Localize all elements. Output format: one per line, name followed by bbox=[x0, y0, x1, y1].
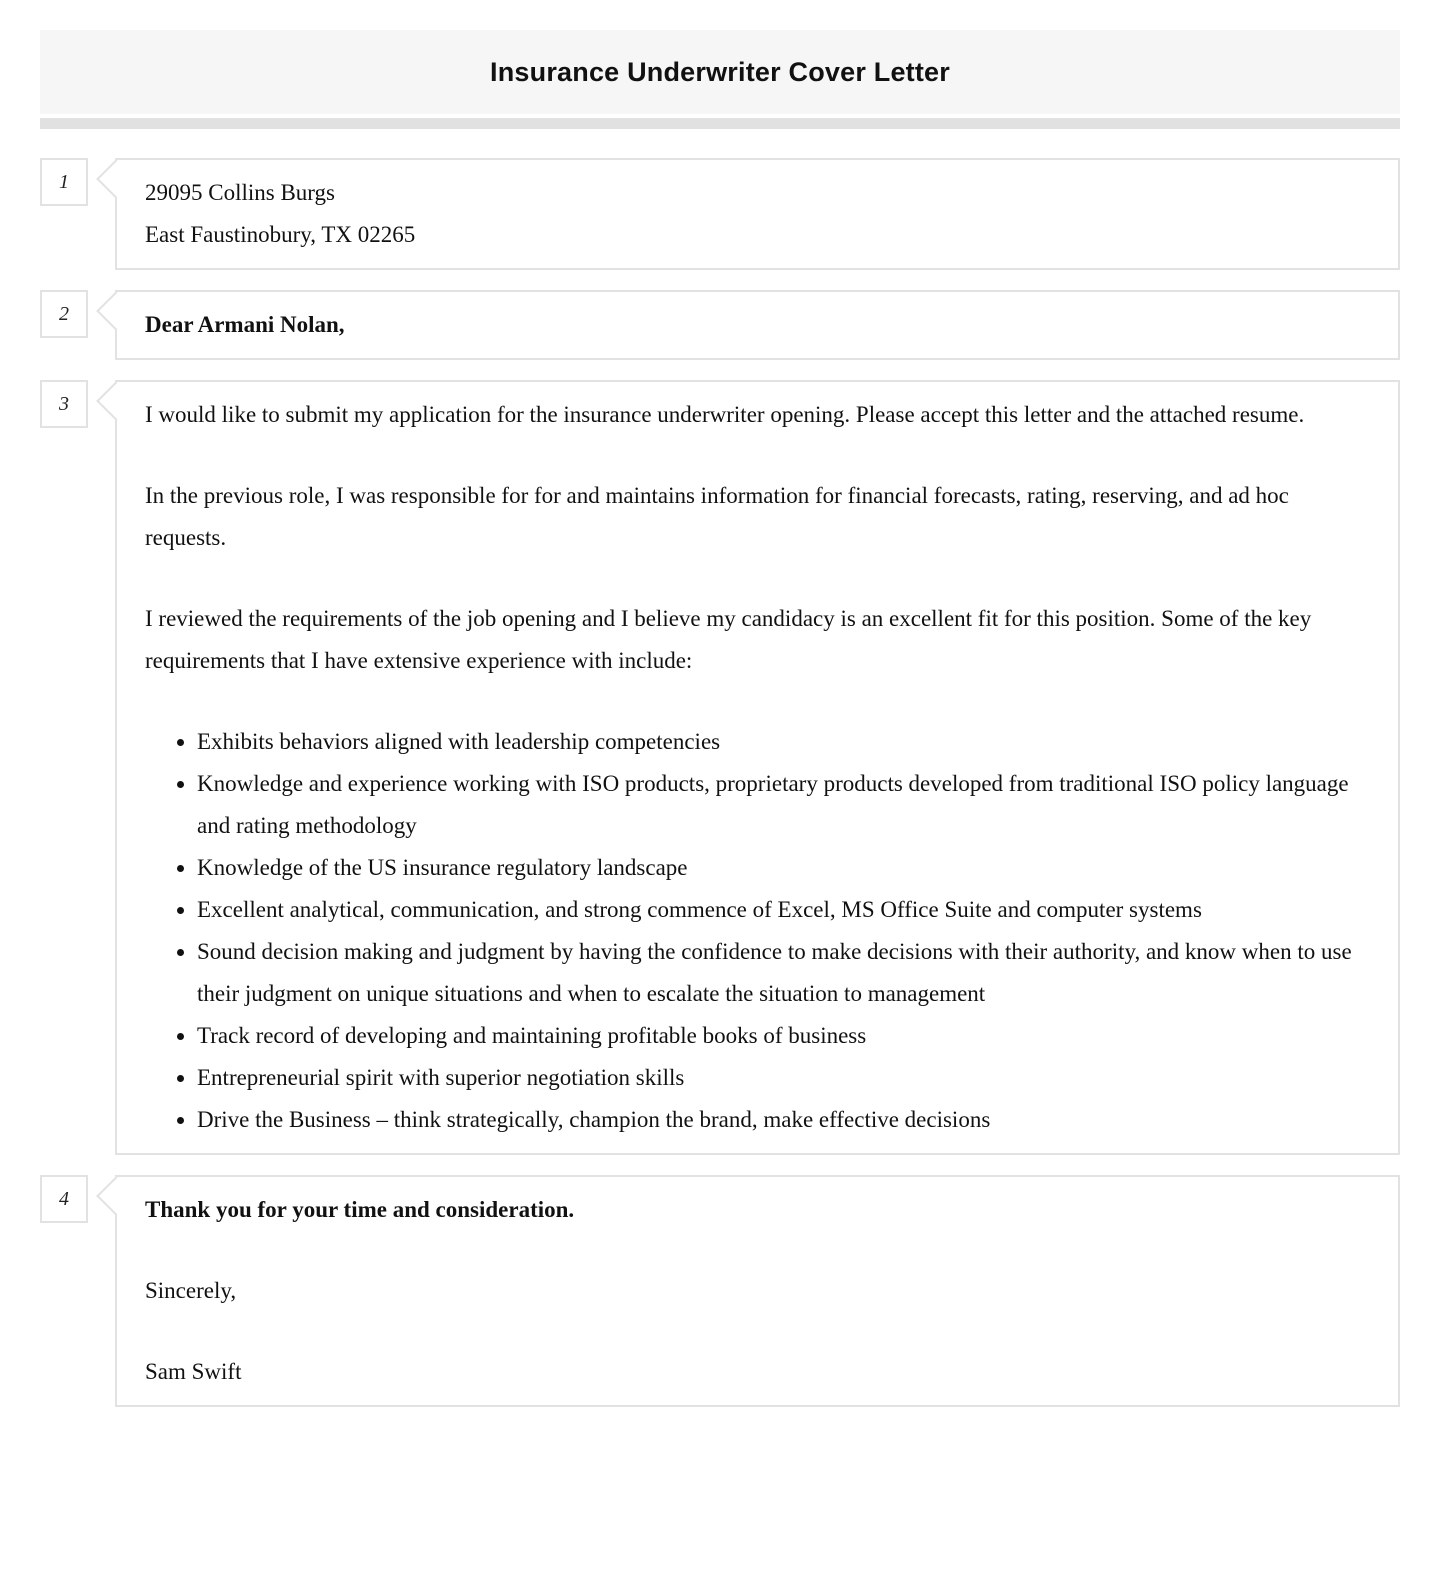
section-number-badge: 2 bbox=[40, 290, 88, 338]
body-paragraph: I reviewed the requirements of the job opening and I believe my candidacy is an excellent fit for this position. Some of the key requirements that I have extensive experience with include: bbox=[145, 606, 1312, 673]
header-shadow-bar bbox=[40, 118, 1400, 129]
salutation-block bbox=[115, 290, 1400, 360]
bullet-item: • Sound decision making and judgment by having the confidence to make decisions with their authority, and know when to use their judgment on unique situations and when to escalate the situation to management bbox=[197, 931, 1370, 1015]
callout-arrow-icon bbox=[96, 1176, 136, 1216]
section-number-badge: 4 bbox=[40, 1175, 88, 1223]
bullet-item: • Knowledge and experience working with ISO products, proprietary products developed from traditional ISO policy language and rating methodology bbox=[197, 763, 1370, 847]
section-salutation bbox=[40, 290, 1400, 360]
closing-block bbox=[115, 1175, 1400, 1407]
body-block bbox=[115, 380, 1400, 1155]
salutation-text: Dear Armani Nolan, bbox=[145, 312, 345, 337]
section-address bbox=[40, 158, 1400, 270]
address-line: 29095 Collins Burgs bbox=[145, 180, 335, 205]
bullet-item: • Knowledge of the US insurance regulatory landscape bbox=[197, 847, 1370, 889]
section-body bbox=[40, 380, 1400, 1155]
signature-text: Sam Swift bbox=[145, 1359, 242, 1384]
bullet-item: • Drive the Business – think strategically, champion the brand, make effective decisions bbox=[197, 1099, 1370, 1141]
body-paragraph: I would like to submit my application for the insurance underwriter opening. Please accept this letter and the attached resume. bbox=[145, 402, 1305, 427]
address-line: East Faustinobury, TX 02265 bbox=[145, 222, 416, 247]
section-number-badge: 1 bbox=[40, 158, 88, 206]
requirements-list bbox=[145, 721, 1370, 1141]
bullet-item: • Excellent analytical, communication, and strong commence of Excel, MS Office Suite and computer systems bbox=[197, 889, 1370, 931]
signoff-text: Sincerely, bbox=[145, 1278, 237, 1303]
callout-arrow-icon bbox=[96, 291, 136, 331]
body-paragraph: In the previous role, I was responsible for for and maintains information for financial forecasts, rating, reserving, and ad hoc requests. bbox=[145, 483, 1289, 550]
closing-text: Thank you for your time and consideration. bbox=[145, 1197, 575, 1222]
letter-sections bbox=[40, 158, 1400, 1407]
callout-arrow-icon bbox=[96, 381, 136, 421]
bullet-item: • Entrepreneurial spirit with superior negotiation skills bbox=[197, 1057, 1370, 1099]
bullet-item: • Track record of developing and maintaining profitable books of business bbox=[197, 1015, 1370, 1057]
section-closing bbox=[40, 1175, 1400, 1407]
callout-arrow-icon bbox=[96, 159, 136, 199]
address-block bbox=[115, 158, 1400, 270]
bullet-item: • Exhibits behaviors aligned with leadership competencies bbox=[197, 721, 1370, 763]
page-title: Insurance Underwriter Cover Letter bbox=[490, 56, 950, 87]
section-number-badge: 3 bbox=[40, 380, 88, 428]
page-header bbox=[40, 30, 1400, 114]
